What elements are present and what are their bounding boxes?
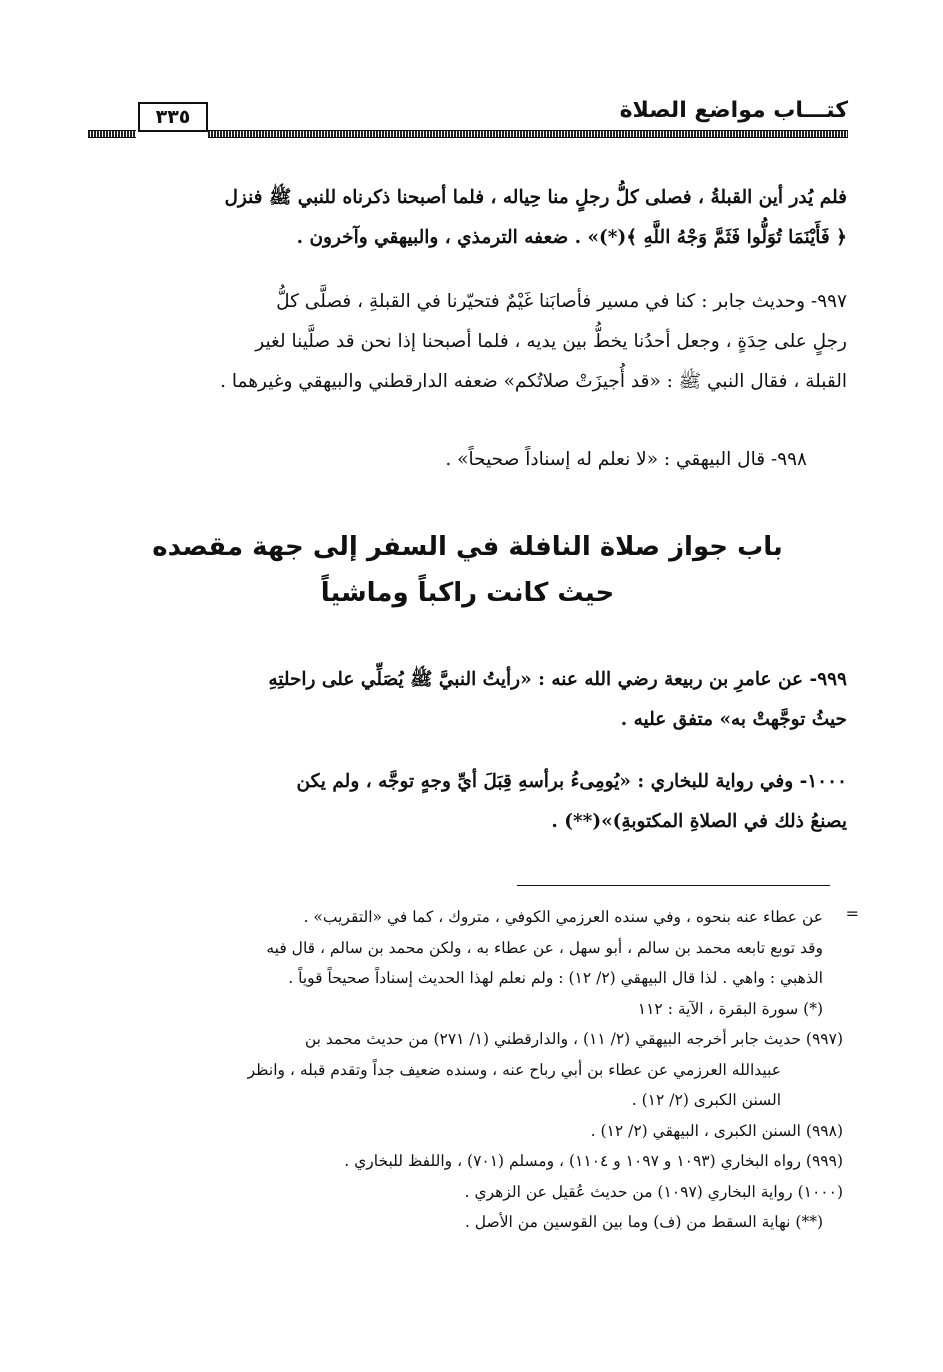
footnote-1000: (١٠٠٠) رواية البخاري (١٠٩٧) من حديث عُقيل عن الزهري . — [464, 1182, 843, 1201]
page-header — [88, 92, 848, 136]
footnote-line: الذهبي : واهي . لذا قال البيهقي (٢/ ١٢) : ولم نعلم لهذا الحديث إسناداً صحيحاً قوياً . — [288, 969, 823, 987]
heading-line: باب جواز صلاة النافلة في السفر إلى جهة مقصده — [152, 532, 783, 562]
text-line: ٩٩٨- قال البيهقي : «لا نعلم له إسناداً صحيحاً» . — [445, 449, 807, 470]
chapter-heading — [88, 524, 847, 616]
text-line: فلم يُدر أين القبلةُ ، فصلى كلُّ رجلٍ منا حِياله ، فلما أصبحنا ذكرناه للنبي ﷺ فنزل — [224, 187, 847, 208]
text-line: رجلٍ على حِدَةٍ ، وجعل أحدُنا يخطُّ بين يديه ، فلما أصبحنا إذا نحن قد صلَّينا لغير — [255, 331, 847, 352]
footnote-line: عبيدالله العرزمي عن عطاء بن أبي رباح عنه ، وسنده ضعيف جداً وتقدم قبله ، وانظر — [247, 1060, 781, 1079]
page-number: ٣٣٥ — [138, 102, 208, 132]
footnote-line: السنن الكبرى (٢/ ١٢) . — [631, 1091, 781, 1109]
text-line: ٩٩٧- وحديث جابر : كنا في مسير فأصابَنا غَيْمٌ فتحيّرنا في القبلةِ ، فصلَّى كلُّ — [276, 291, 847, 312]
hadith-1000 — [88, 762, 847, 842]
continuation-mark: = — [845, 904, 859, 923]
text-line: حيثُ توجَّهتْ به» متفق عليه . — [620, 709, 847, 730]
footnotes — [92, 902, 843, 1238]
footnote-double-star: (**) نهاية السقط من (ف) وما بين القوسين من الأصل . — [464, 1213, 823, 1231]
hadith-997 — [88, 282, 847, 402]
chapter-title: كتـــاب مواضع الصلاة — [619, 98, 848, 123]
heading-line: حيث كانت راكباً وماشياً — [320, 578, 615, 608]
text-line: ١٠٠٠- وفي رواية للبخاري : «يُومِىءُ برأسهِ قِبَلَ أيِّ وجهٍ توجَّه ، ولم يكن — [296, 771, 847, 792]
text-line: القبلة ، فقال النبي ﷺ : «قد أُجيزَتْ صلاتُكم» ضعفه الدارقطني والبيهقي وغيرهما . — [220, 371, 847, 392]
text-line: ٩٩٩- عن عامرِ بن ربيعة رضي الله عنه : «رأيتُ النبيَّ ﷺ يُصَلِّي على راحلتِهِ — [268, 669, 847, 690]
text-line: يصنعُ ذلك في الصلاةِ المكتوبةِ)»(**) . — [551, 811, 847, 832]
paragraph-continuation — [88, 178, 847, 258]
footnote-line: وقد توبع تابعه محمد بن سالم ، أبو سهل ، عن عطاء به ، ولكن محمد بن سالم ، قال فيه — [266, 938, 823, 957]
footnote-line: عن عطاء عنه بنحوه ، وفي سنده العرزمي الكوفي ، متروك ، كما في «التقريب» . — [303, 908, 823, 926]
text-line: ﴿ فَأَيْنَمَا تُوَلُّوا فَثَمَّ وَجْهُ اللَّهِ ﴾(*)» . ضعفه الترمذي ، والبيهقي وآخرون . — [296, 227, 847, 248]
hadith-998 — [88, 440, 847, 480]
footnote-997: (٩٩٧) حديث جابر أخرجه البيهقي (٢/ ١١) ، والدارقطني (١/ ٢٧١) من حديث محمد بن — [304, 1030, 843, 1048]
footnote-separator — [517, 885, 830, 886]
footnote-star: (*) سورة البقرة ، الآية : ١١٢ — [637, 999, 823, 1018]
footnote-999: (٩٩٩) رواه البخاري (١٠٩٣ و ١٠٩٧ و ١١٠٤) ، ومسلم (٧٠١) ، واللفظ للبخاري . — [344, 1152, 843, 1170]
footnote-998: (٩٩٨) السنن الكبرى ، البيهقي (٢/ ١٢) . — [590, 1121, 843, 1140]
hadith-999 — [88, 660, 847, 740]
